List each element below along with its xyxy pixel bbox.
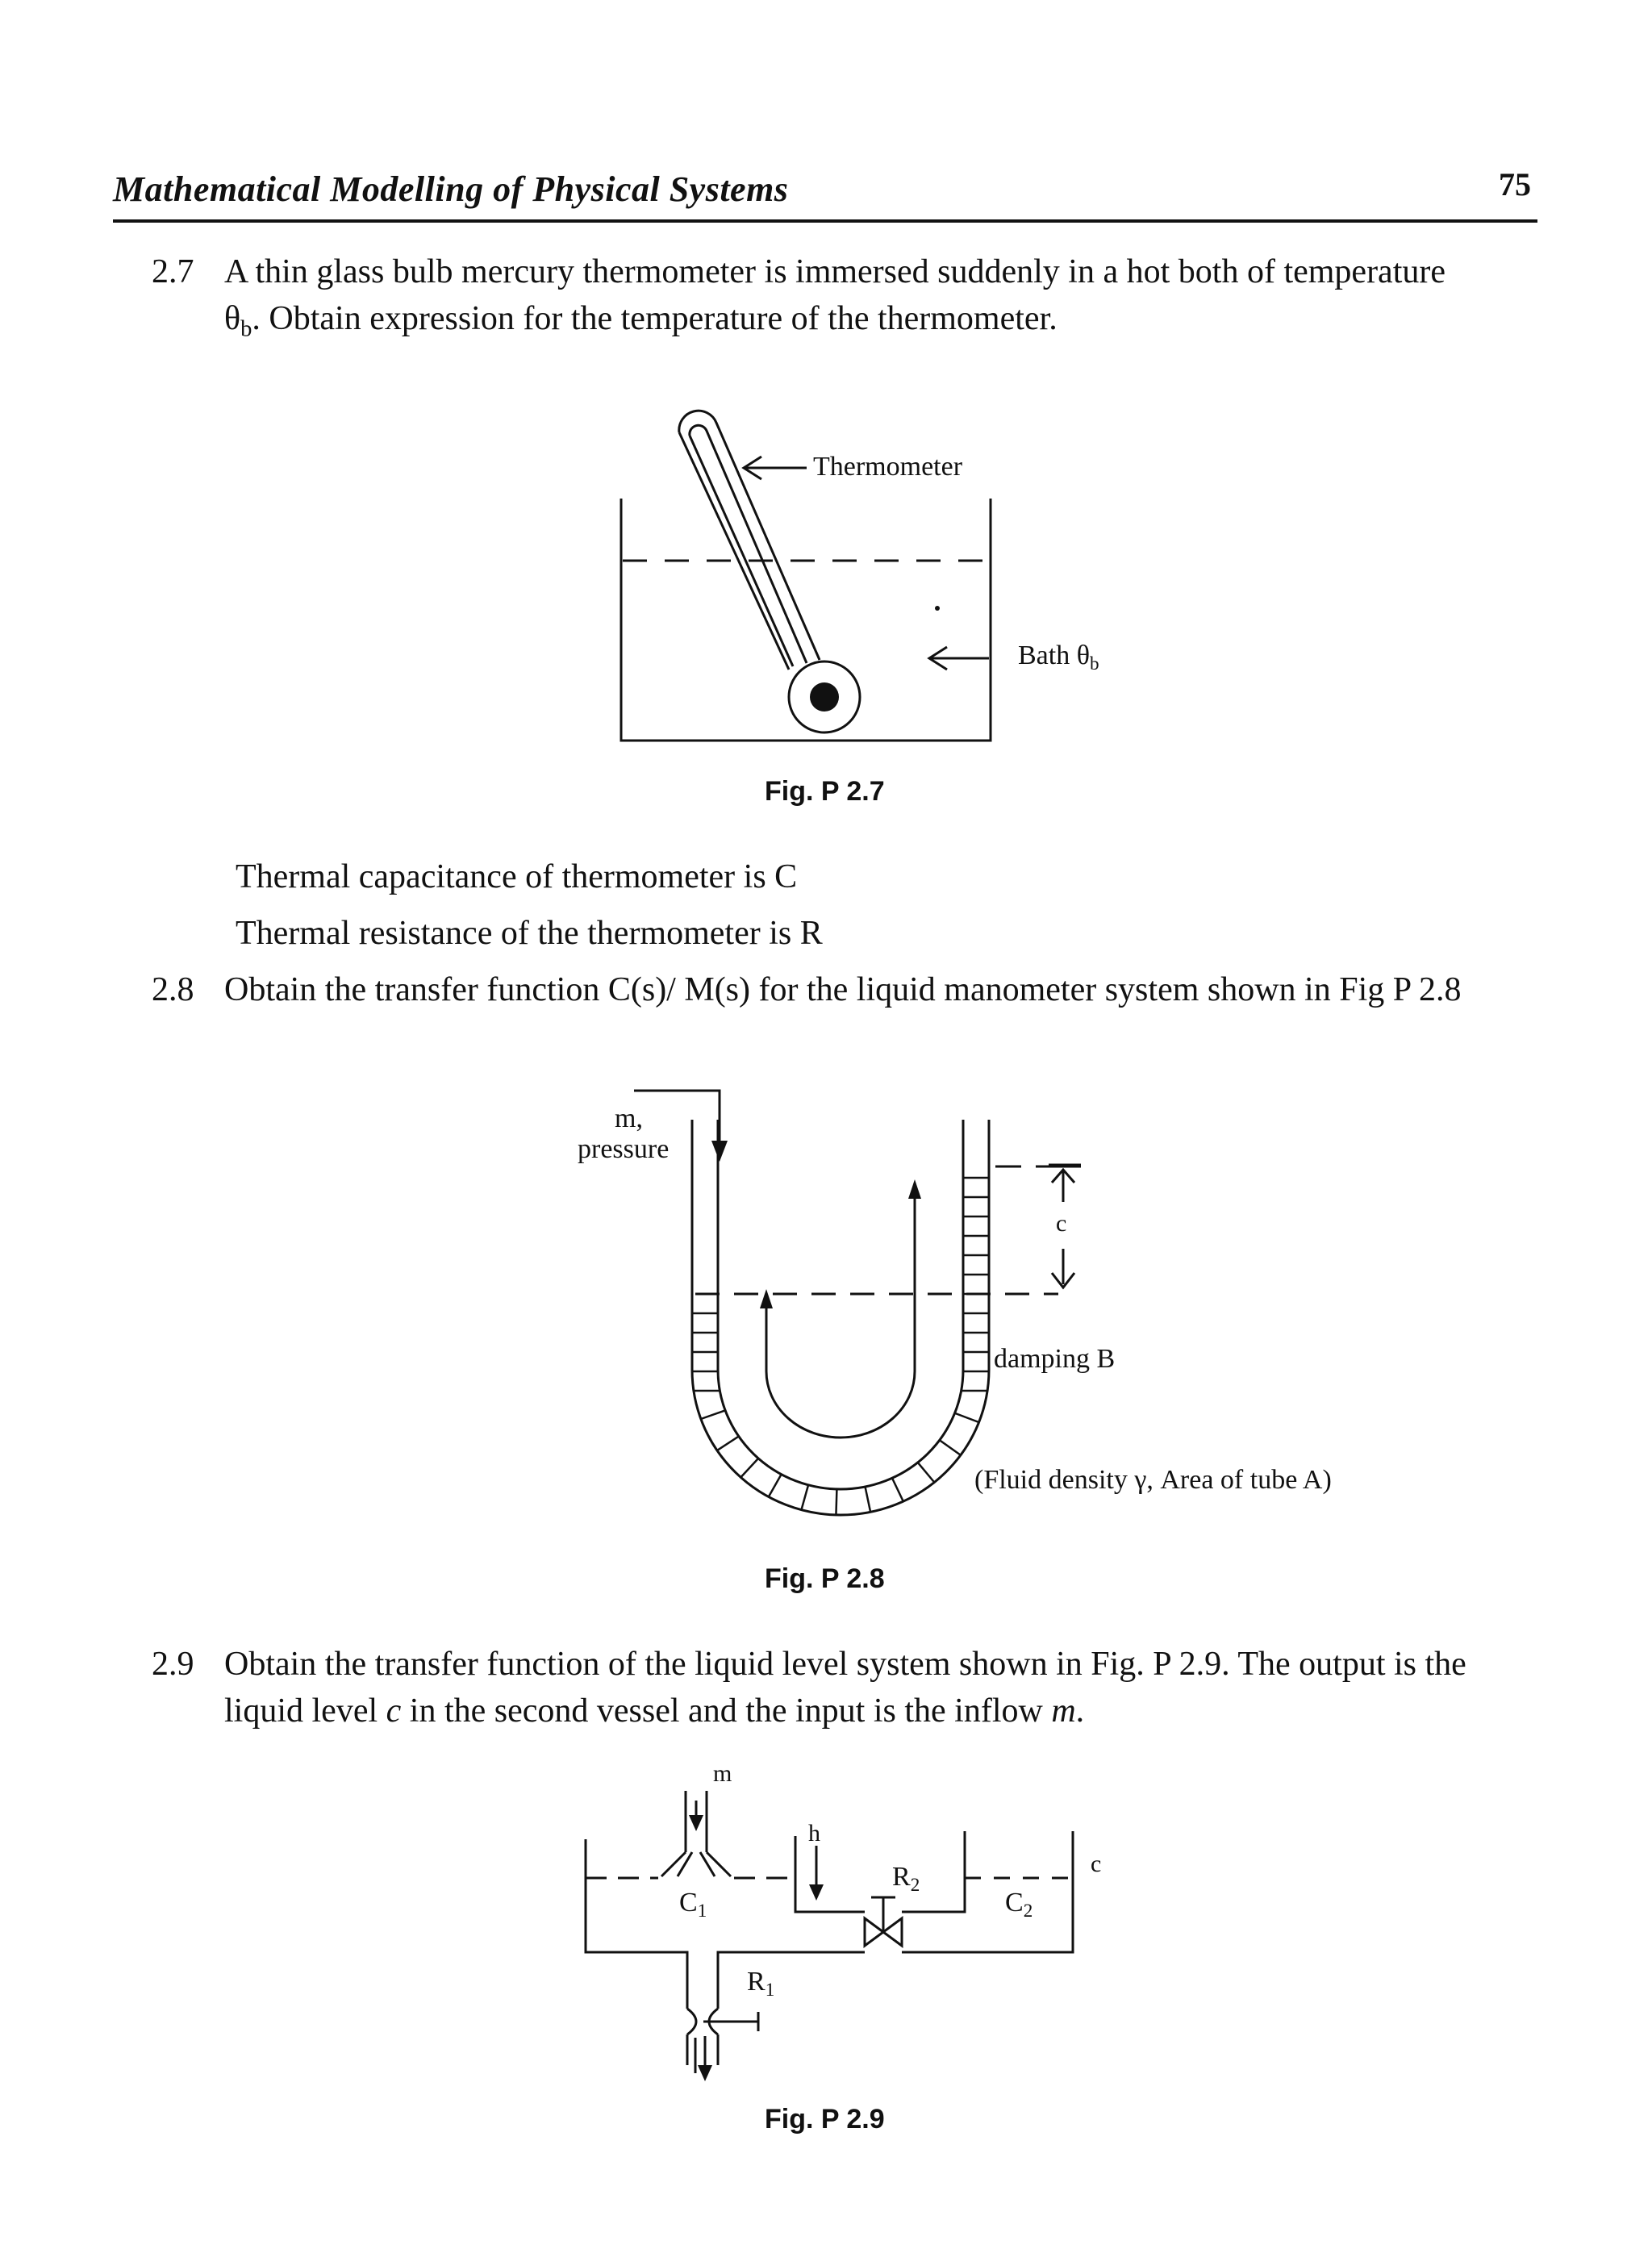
thermometer-arrow-head (744, 457, 761, 479)
thermometer-label: Thermometer (813, 452, 963, 482)
subscript: 1 (697, 1900, 707, 1922)
thermal-resistance-text: Thermal resistance of the thermometer is R (236, 915, 823, 952)
running-header (113, 165, 1537, 222)
subscript: b (240, 316, 252, 342)
var-m: m (1051, 1692, 1076, 1730)
var-c: c (386, 1692, 402, 1730)
dot-mark (935, 606, 940, 611)
bath-label-text: Bath θ (1018, 641, 1091, 670)
problem-number: 2.8 (152, 971, 194, 1008)
page-number: 75 (1499, 166, 1531, 202)
valve-r2 (865, 1897, 902, 1946)
header-rule (113, 219, 1537, 223)
fig-p2-7-caption: Fig. P 2.7 (765, 776, 885, 807)
problem-2-9 (152, 1641, 1539, 1738)
problem-number: 2.7 (152, 253, 194, 290)
pressure-arrow-head (711, 1141, 728, 1162)
flow-path (766, 1183, 915, 1438)
subscript: 1 (765, 1979, 775, 2001)
bath-label (1018, 642, 1099, 674)
problem-line: Obtain the transfer function of the liquid level system shown in Fig. P 2.9. The output is the (224, 1646, 1466, 1683)
h-arrow-head (809, 1884, 824, 1901)
fig-p2-9-caption: Fig. P 2.9 (765, 2104, 885, 2135)
fig-p2-8-caption: Fig. P 2.8 (765, 1563, 885, 1594)
c2-text: C (1005, 1888, 1024, 1918)
damping-label: damping B (994, 1344, 1116, 1374)
r1-text: R (747, 1967, 766, 1997)
thermal-capacitance-text: Thermal capacitance of thermometer is C (236, 858, 798, 895)
problem-line-part: liquid level (224, 1692, 386, 1730)
problem-number: 2.9 (152, 1646, 194, 1683)
m-label: m, (615, 1104, 643, 1133)
problem-2-7 (152, 248, 1539, 345)
c-label: c (1091, 1851, 1102, 1877)
c2-label (1005, 1889, 1032, 1921)
fluid-hatching (686, 1178, 997, 1526)
h-label: h (808, 1820, 820, 1847)
subscript: 2 (1023, 1900, 1033, 1922)
subscript: 2 (910, 1874, 920, 1896)
c-label: c (1056, 1210, 1067, 1237)
problem-text (224, 248, 1446, 353)
tank-2 (902, 1831, 1073, 1952)
header-title: Mathematical Modelling of Physical Systems (113, 169, 789, 209)
problem-line-rest: . Obtain expression for the temperature of the thermometer. (252, 300, 1058, 337)
u-tube (692, 1120, 989, 1515)
problem-line (224, 295, 1446, 353)
problem-line (224, 1688, 1466, 1734)
theta-symbol: θ (224, 300, 241, 337)
valve-r1 (687, 2009, 758, 2073)
pressure-label: pressure (578, 1134, 670, 1164)
inflow-arrow-head (689, 1815, 703, 1831)
m-label: m (713, 1760, 732, 1787)
tank-1 (586, 1836, 865, 2009)
problem-text: Obtain the transfer function C(s)/ M(s) for the liquid manometer system shown in Fig P 2.8 (224, 971, 1462, 1008)
inflow-nozzle (661, 1791, 731, 1876)
c1-label (679, 1889, 707, 1921)
problem-line-part: . (1075, 1692, 1085, 1730)
flow-arrow-in (760, 1289, 773, 1308)
mercury-bulb (810, 682, 839, 712)
flow-arrow-up (908, 1179, 921, 1199)
c1-text: C (679, 1888, 698, 1918)
outflow-arrow-head (698, 2065, 712, 2081)
problem-line: A thin glass bulb mercury thermometer is immersed suddenly in a hot both of temperature (224, 253, 1446, 290)
problem-line-part: in the second vessel and the input is the inflow (401, 1692, 1052, 1730)
problem-text (224, 1641, 1466, 1734)
fluid-label: (Fluid density γ, Area of tube A) (974, 1465, 1332, 1495)
r2-label (892, 1863, 920, 1895)
bath-container (621, 499, 991, 741)
r1-label (747, 1968, 774, 2000)
problem-2-8 (152, 966, 1539, 1015)
bath-arrow-head (929, 647, 947, 670)
r2-text: R (892, 1862, 911, 1892)
subscript: b (1090, 653, 1099, 674)
